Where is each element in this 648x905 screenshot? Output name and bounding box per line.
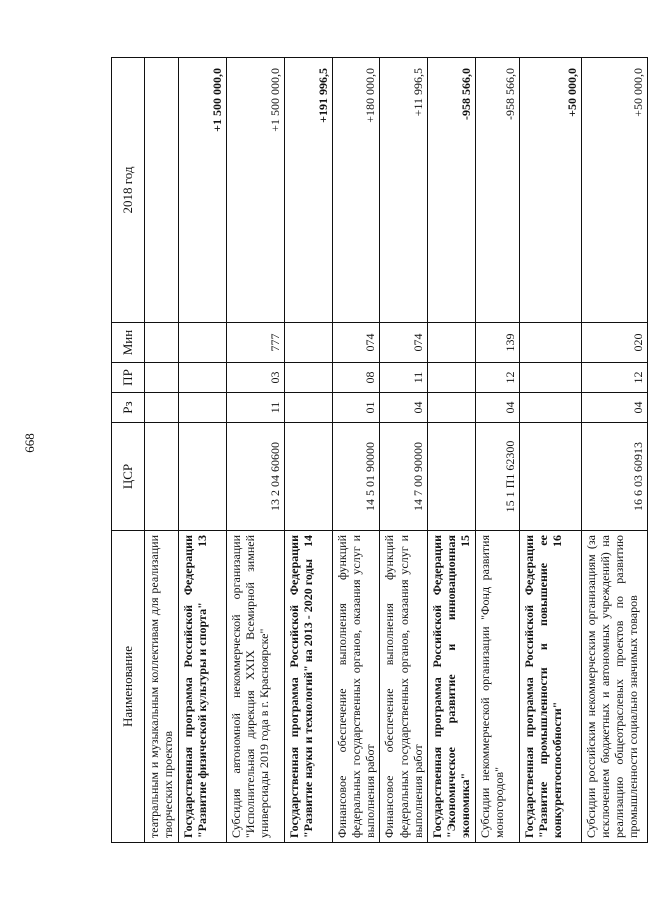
row-rz (285, 393, 333, 423)
row-csr (285, 423, 333, 531)
row-min (285, 323, 333, 363)
row-csr: 14 5 01 90000 (333, 423, 380, 531)
budget-table (111, 57, 648, 843)
row-min: 020 (581, 323, 647, 363)
row-csr: 16 6 03 60913 (581, 423, 647, 531)
row-pr: 12 (581, 363, 647, 393)
table-header-row (112, 58, 145, 843)
table-row-program (179, 58, 227, 843)
program-number: 15 (458, 535, 473, 547)
row-sum: +50 000,0 (581, 58, 647, 323)
row-csr: 13 2 04 60600 (227, 423, 285, 531)
row-csr (427, 423, 475, 531)
table-row-program (519, 58, 581, 843)
row-pr (145, 363, 179, 393)
row-name (427, 531, 475, 843)
row-pr (427, 363, 475, 393)
row-name: Субсидии некоммерческой организации "Фонд развития моногородов" (475, 531, 519, 843)
row-min: 074 (333, 323, 380, 363)
header-year: 2018 год (112, 58, 145, 323)
program-number: 13 (195, 535, 210, 547)
row-name: театральным и музыкальным коллективам для реализации творческих проектов (145, 531, 179, 843)
header-pr: ПР (112, 363, 145, 393)
table-row (145, 58, 179, 843)
table-body (145, 58, 648, 843)
row-pr: 12 (475, 363, 519, 393)
program-number: 16 (550, 535, 565, 547)
row-csr (179, 423, 227, 531)
table-row-program (427, 58, 475, 843)
row-rz: 04 (380, 393, 427, 423)
row-min: 777 (227, 323, 285, 363)
row-name: Субсидии российским некоммерческим организациям (за исключением бюджетных и автономных учреждений) на реализацию общеотраслевых проектов по развитию промышленности социально значимых товаров (581, 531, 647, 843)
row-min: 139 (475, 323, 519, 363)
row-sum: +1 500 000,0 (179, 58, 227, 323)
row-sum: +50 000,0 (519, 58, 581, 323)
header-name: Наименование (112, 531, 145, 843)
row-name: Финансовое обеспечение выполнения функций федеральных государственных органов, оказания услуг и выполнения работ (333, 531, 380, 843)
program-title: Государственная программа Российской Федерации "Развитие промышленности и повышение ее конкурентоспособности" (521, 535, 565, 838)
budget-table-container (111, 58, 645, 843)
header-rz: Рз (112, 393, 145, 423)
row-min (427, 323, 475, 363)
row-rz (427, 393, 475, 423)
row-sum: -958 566,0 (475, 58, 519, 323)
program-title: Государственная программа Российской Федерации "Развитие физической культуры и спорта" (181, 535, 210, 838)
table-row (475, 58, 519, 843)
table-row-program (285, 58, 333, 843)
row-sum: -958 566,0 (427, 58, 475, 323)
row-sum: +1 500 000,0 (227, 58, 285, 323)
program-title: Государственная программа Российской Федерации "Развитие науки и технологий" на 2013 - 2020 годы (287, 535, 316, 838)
row-pr: 08 (333, 363, 380, 393)
row-name (285, 531, 333, 843)
header-min: Мин (112, 323, 145, 363)
program-number: 14 (301, 535, 316, 547)
header-csr: ЦСР (112, 423, 145, 531)
program-title: Государственная программа Российской Федерации "Экономическое развитие и инновационная экономика" (429, 535, 473, 838)
row-min: 074 (380, 323, 427, 363)
row-sum: +191 996,5 (285, 58, 333, 323)
row-rz: 01 (333, 393, 380, 423)
table-row (227, 58, 285, 843)
row-sum: +180 000,0 (333, 58, 380, 323)
page-number: 668 (22, 433, 37, 453)
row-rz (145, 393, 179, 423)
row-sum: +11 996,5 (380, 58, 427, 323)
row-pr: 03 (227, 363, 285, 393)
row-sum (145, 58, 179, 323)
row-csr: 15 1 П1 62300 (475, 423, 519, 531)
row-csr (145, 423, 179, 531)
row-csr: 14 7 00 90000 (380, 423, 427, 531)
row-min (179, 323, 227, 363)
row-name (519, 531, 581, 843)
row-pr: 11 (380, 363, 427, 393)
row-csr (519, 423, 581, 531)
table-row (380, 58, 427, 843)
row-pr (285, 363, 333, 393)
row-pr (519, 363, 581, 393)
row-rz: 04 (475, 393, 519, 423)
row-name: Финансовое обеспечение выполнения функций федеральных государственных органов, оказания услуг и выполнения работ (380, 531, 427, 843)
row-rz: 11 (227, 393, 285, 423)
row-rz: 04 (581, 393, 647, 423)
row-rz (519, 393, 581, 423)
row-min (145, 323, 179, 363)
row-min (519, 323, 581, 363)
row-name: Субсидия автономной некоммерческой организации "Исполнительная дирекция XXIX Всемирной зимней универсиады 2019 года в г. Красноярске" (227, 531, 285, 843)
table-row (581, 58, 647, 843)
row-pr (179, 363, 227, 393)
row-name (179, 531, 227, 843)
row-rz (179, 393, 227, 423)
table-row (333, 58, 380, 843)
